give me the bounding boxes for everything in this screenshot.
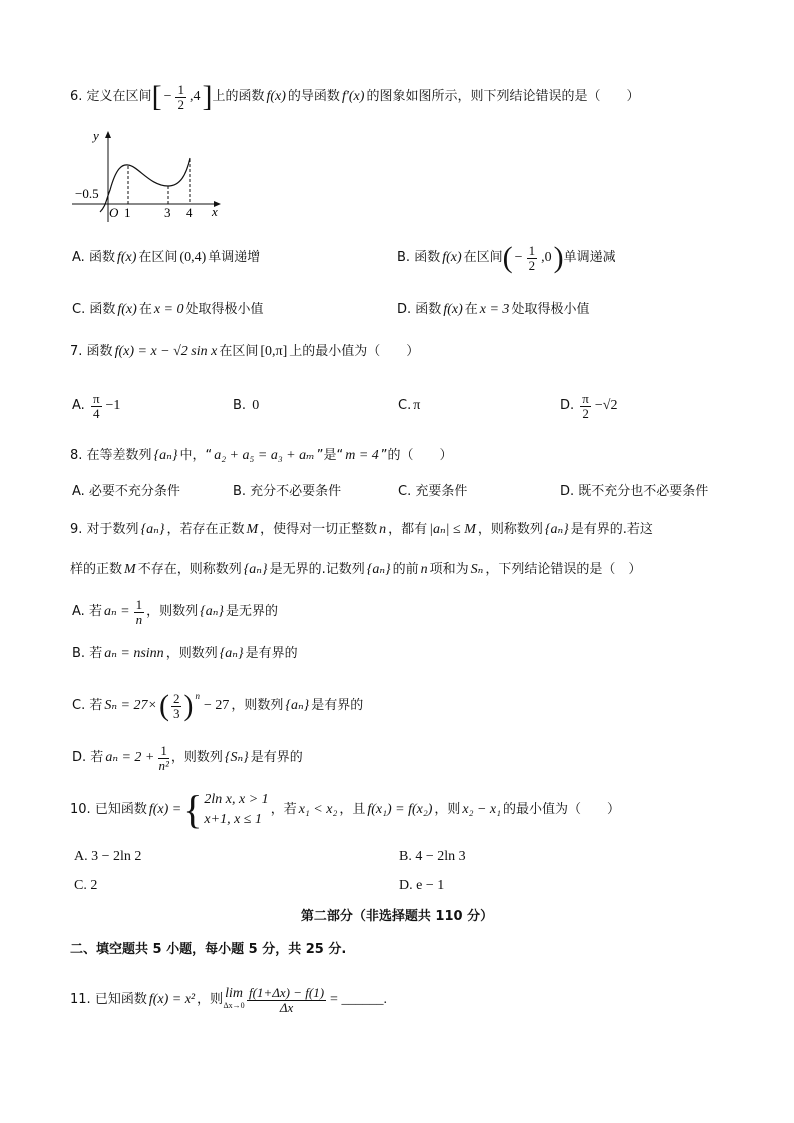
question-number: 8. bbox=[70, 448, 83, 463]
math: {aₙ} bbox=[153, 448, 178, 463]
text: 上的最小值为（ ） bbox=[289, 344, 420, 359]
math: f(x) bbox=[266, 89, 286, 104]
option-text: A. 3 − 2ln 2 bbox=[74, 849, 142, 864]
math: −1 bbox=[105, 398, 121, 413]
text: 函数 bbox=[88, 250, 115, 265]
text: 的图象如图所示，则下列结论错误的是（ ） bbox=[366, 89, 640, 104]
fraction bbox=[158, 744, 169, 773]
math: aₙ = bbox=[103, 604, 130, 619]
text: ”的（ ） bbox=[380, 448, 453, 463]
x-tick: 3 bbox=[164, 205, 171, 220]
fraction bbox=[171, 692, 182, 721]
paren-left: ( bbox=[502, 241, 513, 274]
text: 的前 bbox=[392, 562, 419, 577]
numerator: 1 bbox=[160, 742, 167, 758]
option-6c[interactable] bbox=[72, 300, 264, 320]
option-text: π bbox=[413, 398, 421, 413]
text: 是有界的 bbox=[250, 750, 303, 765]
option-text: 0 bbox=[252, 398, 260, 413]
option-label: C. bbox=[72, 698, 86, 713]
brace: { bbox=[183, 787, 203, 832]
question-10-stem bbox=[70, 788, 620, 832]
option-7a[interactable] bbox=[72, 388, 122, 424]
text: 若 bbox=[89, 698, 103, 713]
math: f(x) = x² bbox=[148, 992, 196, 1007]
option-9b[interactable] bbox=[72, 644, 298, 664]
text: ，且 bbox=[339, 802, 366, 817]
math: f(x) = bbox=[148, 802, 182, 817]
math: (0,4) bbox=[179, 250, 207, 265]
text: 处取得极小值 bbox=[185, 302, 264, 317]
denominator: 3 bbox=[172, 705, 180, 721]
option-text: C. 充要条件 bbox=[398, 484, 468, 499]
text: 不存在，则称数列 bbox=[137, 562, 242, 577]
origin-label: O bbox=[109, 205, 119, 220]
text: 是无界的 bbox=[225, 604, 278, 619]
text: ，则称数列 bbox=[477, 522, 543, 537]
option-10c[interactable] bbox=[72, 876, 99, 896]
numerator: 1 bbox=[177, 81, 184, 97]
paren-right: ) bbox=[553, 241, 564, 274]
option-label: B. bbox=[72, 646, 86, 661]
denominator: n bbox=[135, 611, 143, 627]
derivative-graph bbox=[68, 125, 228, 225]
case: 2ln x, x > 1 bbox=[204, 792, 269, 807]
text: 若 bbox=[89, 646, 103, 661]
text: 项和为 bbox=[429, 562, 469, 577]
math: x₂ − x₁ bbox=[462, 802, 501, 817]
text: ，若 bbox=[270, 802, 297, 817]
text: 单调递减 bbox=[563, 250, 616, 265]
x-tick: 1 bbox=[124, 205, 131, 220]
text: 单调递增 bbox=[208, 250, 261, 265]
math: aₙ = 2 + bbox=[105, 750, 155, 765]
math: −√2 bbox=[594, 398, 618, 413]
text: ，则数列 bbox=[165, 646, 218, 661]
numerator: 2 bbox=[172, 690, 180, 706]
question-number: 10. bbox=[70, 802, 91, 817]
option-10d[interactable] bbox=[397, 876, 446, 896]
lim: lim bbox=[225, 986, 244, 1001]
math: x = 0 bbox=[153, 302, 184, 317]
math: aₙ = nsinn bbox=[104, 646, 164, 661]
option-7c[interactable] bbox=[398, 396, 422, 416]
text: 函数 bbox=[414, 250, 441, 265]
question-number: 6. bbox=[70, 89, 83, 104]
math: n bbox=[420, 562, 428, 577]
text: 在 bbox=[138, 302, 152, 317]
option-label: A. bbox=[72, 250, 85, 265]
question-9-stem-line2 bbox=[70, 560, 641, 580]
text: 若 bbox=[90, 750, 104, 765]
math: {aₙ} bbox=[140, 522, 165, 537]
numerator: π bbox=[92, 390, 100, 406]
text: 是有界的 bbox=[311, 698, 364, 713]
fraction bbox=[175, 83, 186, 112]
question-11-stem bbox=[70, 980, 389, 1020]
option-8c[interactable] bbox=[398, 482, 467, 502]
text: 定义在区间 bbox=[86, 89, 152, 104]
math: f(x) bbox=[117, 302, 137, 317]
option-9a[interactable] bbox=[72, 594, 278, 630]
math: M bbox=[246, 522, 259, 537]
option-label: C. bbox=[72, 302, 86, 317]
text: 的导函数 bbox=[287, 89, 340, 104]
option-text: B. 4 − 2ln 3 bbox=[399, 849, 466, 864]
math: f(x) bbox=[116, 250, 137, 265]
numerator: f(1+Δx) − f(1) bbox=[249, 984, 325, 1000]
option-label: A. bbox=[72, 398, 85, 413]
limit bbox=[223, 988, 245, 1012]
fraction bbox=[91, 392, 102, 421]
option-10a[interactable] bbox=[72, 847, 143, 867]
option-10b[interactable] bbox=[397, 847, 468, 867]
question-number: 7. bbox=[70, 344, 83, 359]
math: {Sₙ} bbox=[224, 750, 249, 765]
text: 是无界的.记数列 bbox=[269, 562, 365, 577]
text: 已知函数 bbox=[94, 992, 147, 1007]
option-8b[interactable] bbox=[233, 482, 341, 502]
numerator: π bbox=[582, 390, 589, 406]
text: 的最小值为（ ） bbox=[503, 802, 621, 817]
option-label: B. bbox=[233, 398, 247, 413]
option-label: C. bbox=[398, 398, 412, 413]
text: ，则数列 bbox=[170, 750, 223, 765]
text: 上的函数 bbox=[212, 89, 265, 104]
text: 样的正数 bbox=[70, 562, 123, 577]
piecewise-cases bbox=[202, 790, 270, 830]
bracket-left: [ bbox=[151, 80, 162, 113]
text: ，则数列 bbox=[146, 604, 199, 619]
paren-right: ) bbox=[183, 689, 194, 722]
math: M bbox=[124, 562, 136, 577]
y-tick: −0.5 bbox=[75, 186, 99, 201]
question-8-stem bbox=[70, 446, 453, 466]
math: f′(x) bbox=[341, 89, 365, 104]
section-heading bbox=[70, 940, 346, 960]
heading-text: 二、填空题共 5 小题，每小题 5 分，共 25 分. bbox=[70, 942, 347, 957]
numerator: 1 bbox=[135, 596, 143, 612]
text: 在区间 bbox=[219, 344, 259, 359]
denominator: 2 bbox=[528, 257, 536, 273]
math: − 27 bbox=[203, 698, 230, 713]
math: {aₙ} bbox=[219, 646, 244, 661]
fraction bbox=[247, 986, 326, 1015]
fraction bbox=[580, 392, 591, 421]
math: [0,π] bbox=[260, 344, 288, 359]
text: 在 bbox=[464, 302, 478, 317]
option-8d[interactable] bbox=[560, 482, 708, 502]
text: ，都有 bbox=[388, 522, 428, 537]
math: a₂ + a₅ = a₃ + aₘ bbox=[214, 448, 315, 463]
option-7b[interactable] bbox=[233, 396, 261, 416]
math: Sₙ bbox=[470, 562, 484, 577]
math: {aₙ} bbox=[243, 562, 268, 577]
exponent: n bbox=[195, 691, 200, 701]
numerator: 1 bbox=[528, 242, 536, 258]
math: {aₙ} bbox=[285, 698, 310, 713]
text: 是有界的 bbox=[245, 646, 298, 661]
option-text: B. 充分不必要条件 bbox=[233, 484, 342, 499]
math: {aₙ} bbox=[200, 604, 224, 619]
case: x+1, x ≤ 1 bbox=[204, 812, 262, 827]
y-label: y bbox=[93, 128, 99, 143]
denominator: n² bbox=[158, 757, 169, 773]
x-tick: 4 bbox=[186, 205, 193, 220]
heading-text: 第二部分（非选择题共 110 分） bbox=[300, 909, 494, 924]
part-two-heading bbox=[0, 907, 794, 927]
option-label: B. bbox=[397, 250, 411, 265]
math: {aₙ} bbox=[366, 562, 391, 577]
option-7d[interactable] bbox=[560, 388, 619, 424]
question-6-stem bbox=[70, 82, 639, 112]
math: f(x) bbox=[443, 302, 463, 317]
math: f(x) = x − √2 sin x bbox=[114, 344, 218, 359]
answer-blank[interactable]: = ______. bbox=[330, 992, 387, 1007]
text: ，则 bbox=[434, 802, 461, 817]
question-7-stem bbox=[70, 342, 419, 362]
denominator: 2 bbox=[177, 96, 184, 112]
limit-subscript: Δx→0 bbox=[223, 1001, 245, 1010]
text: 在区间 bbox=[138, 250, 178, 265]
option-6d[interactable] bbox=[397, 300, 589, 320]
text: ，则 bbox=[197, 992, 224, 1007]
option-9d[interactable] bbox=[72, 740, 303, 776]
text: 在等差数列 bbox=[86, 448, 152, 463]
text: 在区间 bbox=[463, 250, 503, 265]
text: ，若存在正数 bbox=[166, 522, 245, 537]
math: f(x) bbox=[442, 250, 462, 265]
denominator: Δx bbox=[279, 999, 294, 1015]
x-label: x bbox=[212, 204, 218, 219]
option-text: D. 既不充分也不必要条件 bbox=[560, 484, 709, 499]
text: ，使得对一切正整数 bbox=[260, 522, 378, 537]
text: 若 bbox=[88, 604, 102, 619]
text: ，则数列 bbox=[231, 698, 284, 713]
text: 函数 bbox=[89, 302, 116, 317]
paren-left: ( bbox=[158, 689, 169, 722]
math: |aₙ| ≤ M bbox=[429, 522, 476, 537]
math: m = 4 bbox=[345, 448, 379, 463]
text: ，下列结论错误的是（ ） bbox=[485, 562, 642, 577]
math: {aₙ} bbox=[544, 522, 569, 537]
fraction bbox=[134, 598, 145, 627]
text: 函数 bbox=[415, 302, 442, 317]
text: 处取得极小值 bbox=[511, 302, 590, 317]
option-text: C. 2 bbox=[74, 878, 98, 893]
option-label: A. bbox=[72, 604, 85, 619]
denominator: 2 bbox=[582, 405, 589, 421]
option-label: D. bbox=[397, 302, 412, 317]
option-6b[interactable] bbox=[397, 240, 616, 276]
minus: − bbox=[163, 89, 172, 104]
text: 是有界的.若这 bbox=[570, 522, 653, 537]
option-label: D. bbox=[72, 750, 87, 765]
math: x = 3 bbox=[479, 302, 510, 317]
question-number: 11. bbox=[70, 992, 91, 1007]
fraction bbox=[527, 244, 538, 273]
math: n bbox=[379, 522, 387, 537]
option-9c[interactable] bbox=[72, 686, 363, 726]
option-text: A. 必要不充分条件 bbox=[72, 484, 180, 499]
option-8a[interactable] bbox=[72, 482, 180, 502]
option-label: D. bbox=[560, 398, 575, 413]
text: 已知函数 bbox=[94, 802, 147, 817]
comma-zero: ,0 bbox=[541, 250, 552, 265]
text: 函数 bbox=[86, 344, 113, 359]
text: ”是“ bbox=[316, 448, 344, 463]
interval-end: ,4 bbox=[189, 89, 201, 104]
math: x₁ < x₂ bbox=[298, 802, 338, 817]
text: 对于数列 bbox=[86, 522, 139, 537]
option-text: D. e − 1 bbox=[399, 878, 445, 893]
question-9-stem-line1 bbox=[70, 520, 653, 540]
bracket-right: ] bbox=[202, 80, 213, 113]
math: Sₙ = 27× bbox=[104, 698, 157, 713]
math: f(x₁) = f(x₂) bbox=[367, 802, 433, 817]
option-6a[interactable] bbox=[72, 248, 260, 268]
question-number: 9. bbox=[70, 522, 83, 537]
denominator: 4 bbox=[92, 405, 100, 421]
text: 中，“ bbox=[179, 448, 213, 463]
minus: − bbox=[514, 250, 523, 265]
